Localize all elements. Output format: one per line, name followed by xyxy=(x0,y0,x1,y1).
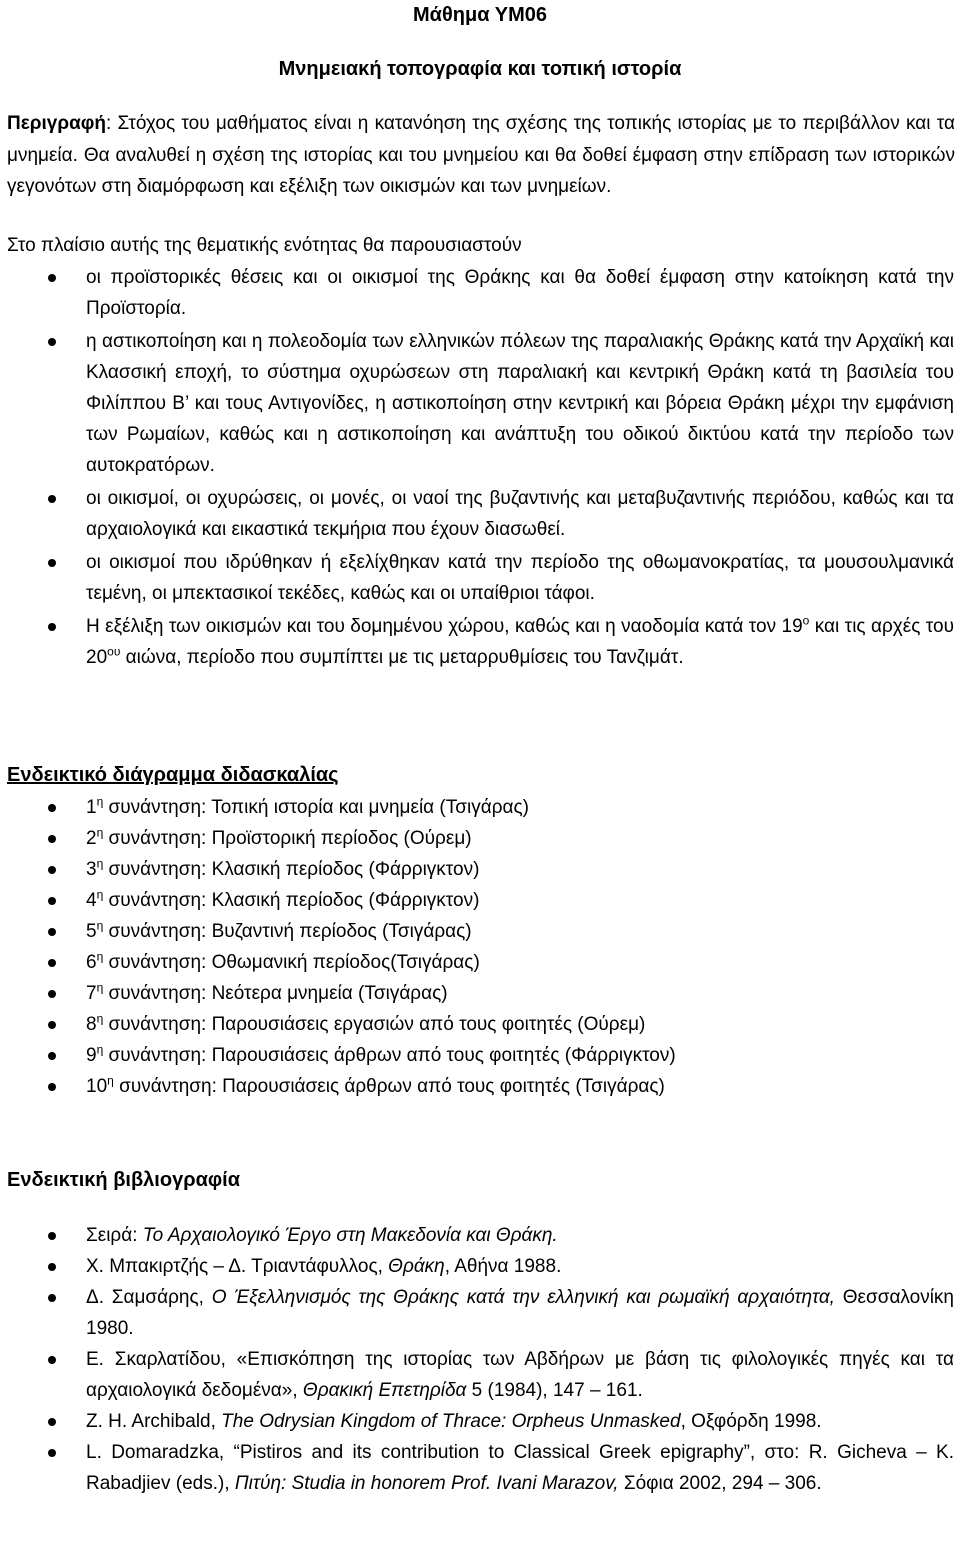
item-sup: η xyxy=(96,1042,104,1057)
bib-text: Σειρά: xyxy=(86,1225,143,1246)
item-sup: η xyxy=(96,918,104,933)
list-item xyxy=(0,978,960,1009)
item-sup: η xyxy=(96,980,104,995)
description-label: Περιγραφή xyxy=(7,113,106,134)
bibliography-list xyxy=(0,1220,960,1499)
item-sup: η xyxy=(96,887,104,902)
item-text: συνάντηση: Βυζαντινή περίοδος (Τσιγάρας) xyxy=(103,921,472,942)
list-item xyxy=(0,854,960,885)
topic5-sup1: ο xyxy=(802,613,810,628)
bib-title: Θράκη xyxy=(388,1256,445,1277)
item-text: συνάντηση: Προϊστορική περίοδος (Ούρεμ) xyxy=(103,828,472,849)
list-item xyxy=(0,1282,960,1344)
description-text: : Στόχος του μαθήματος είναι η κατανόηση της σχέσης της τοπικής ιστορίας με το περιβάλλον και τα μνημεία. Θα αναλυθεί η σχέση της ιστορίας και του μνημείου και θα δοθεί έμφαση στην επίδραση των ιστορικών γεγονότων στη διαμόρφωση και εξέλιξη των οικισμών και των μνημείων. xyxy=(7,113,955,197)
list-item xyxy=(0,611,960,673)
bib-title: Θρακική Επετηρίδα xyxy=(302,1380,467,1401)
item-number: 7 xyxy=(86,983,97,1004)
item-number: 2 xyxy=(86,828,97,849)
schedule-list xyxy=(0,792,960,1102)
list-item xyxy=(0,1406,960,1437)
list-item xyxy=(0,792,960,823)
list-item xyxy=(0,1220,960,1251)
bib-text: L. Domaradzka, “Pistiros and its contribution to Classical Greek epigraphy”, στο: R. Gicheva – K. Rabadjiev (eds.), xyxy=(86,1442,954,1494)
bib-text: , Οξφόρδη 1998. xyxy=(680,1411,822,1432)
bib-text: , Αθήνα 1988. xyxy=(444,1256,562,1277)
item-number: 1 xyxy=(86,797,97,818)
topics-intro: Στο πλαίσιο αυτής της θεματικής ενότητας θα παρουσιαστούν xyxy=(7,235,522,256)
list-item xyxy=(0,1040,960,1071)
bib-text: Θεσσαλονίκη 1980. xyxy=(86,1287,954,1339)
bib-text: 5 (1984), 147 – 161. xyxy=(466,1380,643,1401)
list-item: η αστικοποίηση και η πολεοδομία των ελληνικών πόλεων της παραλιακής Θράκης κατά την Αρχαϊκή και Κλασσική εποχή, το σύστημα οχυρώσεων στη παραλιακή και κεντρική Θράκη κατά τη βασιλεία του Φιλίππου Β’ και τους Αντιγονίδες, η αστικοποίηση στην κεντρική και βόρεια Θράκη μέχρι την εμφάνιση των Ρωμαίων, καθώς και η αστικοποίηση και ανάπτυξη του οδικού δικτύου κατά την περίοδο των αυτοκρατόρων. xyxy=(0,326,960,481)
schedule-heading: Ενδεικτικό διάγραμμα διδασκαλίας xyxy=(7,764,339,786)
item-number: 9 xyxy=(86,1045,97,1066)
item-text: συνάντηση: Κλασική περίοδος (Φάρριγκτον) xyxy=(103,859,480,880)
item-number: 5 xyxy=(86,921,97,942)
bib-title: Πιτύη: Studia in honorem Prof. Ivani Marazov, xyxy=(234,1473,619,1494)
item-text: συνάντηση: Παρουσιάσεις άρθρων από τους φοιτητές (Τσιγάρας) xyxy=(113,1076,665,1097)
list-item xyxy=(0,947,960,978)
description-paragraph xyxy=(7,108,955,203)
item-text: συνάντηση: Τοπική ιστορία και μνημεία (Τσιγάρας) xyxy=(103,797,529,818)
item-sup: η xyxy=(96,949,104,964)
topics-list xyxy=(0,262,960,675)
item-text: συνάντηση: Παρουσιάσεις άρθρων από τους φοιτητές (Φάρριγκτον) xyxy=(103,1045,676,1066)
list-item: οι προϊστορικές θέσεις και οι οικισμοί της Θράκης και θα δοθεί έμφαση στην κατοίκηση κατά την Προϊστορία. xyxy=(0,262,960,324)
item-number: 8 xyxy=(86,1014,97,1035)
list-item xyxy=(0,885,960,916)
bib-text: Z. H. Archibald, xyxy=(86,1411,222,1432)
item-sup: η xyxy=(96,825,104,840)
topic5-text-c: αιώνα, περίοδο που συμπίπτει με τις μεταρρυθμίσεις του Τανζιμάτ. xyxy=(120,647,684,668)
list-item xyxy=(0,1344,960,1406)
bib-text: Δ. Σαμσάρης, xyxy=(86,1287,212,1308)
list-item xyxy=(0,1009,960,1040)
topic5-text-b: και τις αρχές του 20 xyxy=(86,616,955,668)
list-item xyxy=(0,1251,960,1282)
item-text: συνάντηση: Παρουσιάσεις εργασιών από τους φοιτητές (Ούρεμ) xyxy=(103,1014,646,1035)
item-number: 10 xyxy=(86,1076,108,1097)
bib-text: Ε. Σκαρλατίδου, «Επισκόπηση της ιστορίας των Αβδήρων με βάση τις φιλολογικές πηγές και τα αρχαιολογικά δεδομένα», xyxy=(86,1349,954,1401)
list-item: οι οικισμοί που ιδρύθηκαν ή εξελίχθηκαν κατά την περίοδο της οθωμανοκρατίας, τα μουσουλμανικά τεμένη, οι μπεκτασικοί τεκέδες, καθώς και οι υπαίθριοι τάφοι. xyxy=(0,547,960,609)
bib-title: The Odrysian Kingdom of Thrace: Orpheus Unmasked xyxy=(221,1411,681,1432)
item-text: συνάντηση: Κλασική περίοδος (Φάρριγκτον) xyxy=(103,890,480,911)
bib-text: Σόφια 2002, 294 – 306. xyxy=(618,1473,822,1494)
course-title: Μάθημα ΥΜ06 xyxy=(413,4,547,26)
item-text: συνάντηση: Οθωμανική περίοδος(Τσιγάρας) xyxy=(103,952,480,973)
item-sup: η xyxy=(107,1073,114,1088)
topic5-text-a: Η εξέλιξη των οικισμών και του δομημένου χώρου, καθώς και η ναοδομία κατά τον 19 xyxy=(86,616,803,637)
list-item xyxy=(0,823,960,854)
list-item: οι οικισμοί, οι οχυρώσεις, οι μονές, οι ναοί της βυζαντινής και μεταβυζαντινής περιόδου, καθώς και τα αρχαιολογικά και εικαστικά τεκμήρια που έχουν διασωθεί. xyxy=(0,483,960,545)
item-sup: η xyxy=(96,1011,104,1026)
item-number: 4 xyxy=(86,890,97,911)
course-subtitle: Μνημειακή τοπογραφία και τοπική ιστορία xyxy=(278,58,682,80)
item-sup: η xyxy=(96,856,104,871)
item-number: 3 xyxy=(86,859,97,880)
bib-text: Χ. Μπακιρτζής – Δ. Τριαντάφυλλος, xyxy=(86,1256,389,1277)
item-sup: η xyxy=(96,794,104,809)
topic5-sup2: ου xyxy=(107,644,121,659)
item-text: συνάντηση: Νεότερα μνημεία (Τσιγάρας) xyxy=(103,983,448,1004)
list-item xyxy=(0,1437,960,1499)
bibliography-heading: Ενδεικτική βιβλιογραφία xyxy=(7,1169,241,1191)
item-number: 6 xyxy=(86,952,97,973)
bib-title: Το Αρχαιολογικό Έργο στη Μακεδονία και Θράκη. xyxy=(142,1225,558,1246)
list-item xyxy=(0,916,960,947)
bib-title: Ο Έξελληνισμός της Θράκης κατά την ελληνική και ρωμαϊκή αρχαιότητα, xyxy=(211,1287,835,1308)
list-item xyxy=(0,1071,960,1102)
